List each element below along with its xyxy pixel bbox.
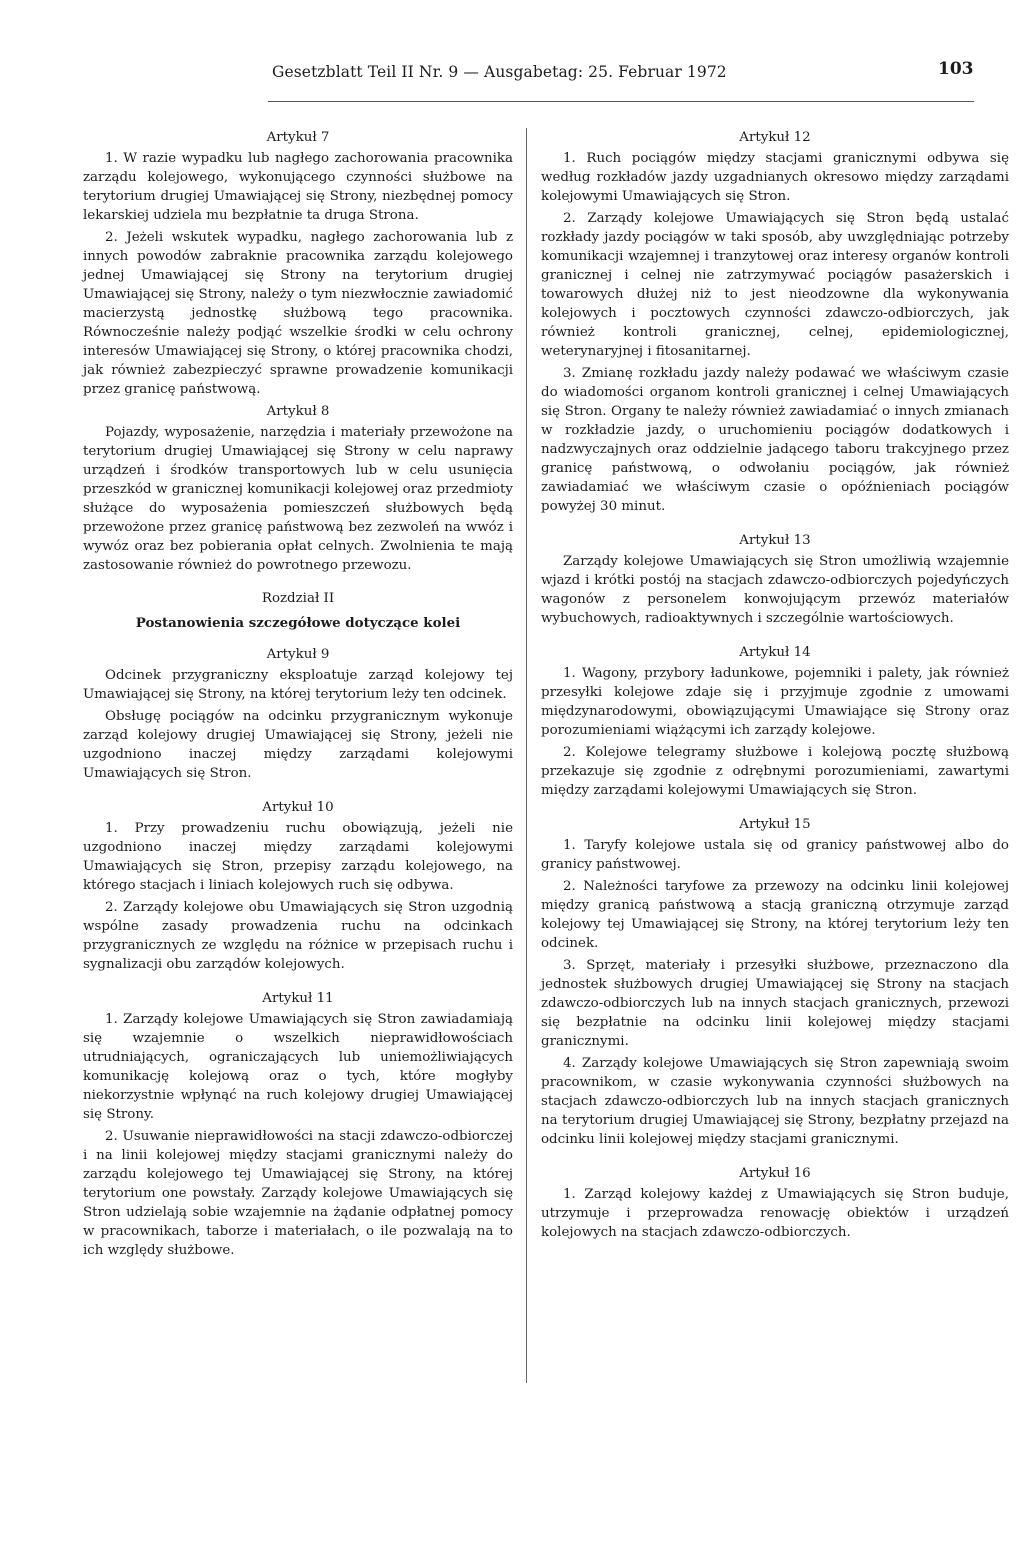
article-12-paragraph-1: 1. Ruch pociągów między stacjami granicznymi odbywa się według rozkładów jazdy uzgadnianych okresowo między zarządami kolejowymi Umawiających się Stron. <box>541 151 1009 204</box>
article-11-paragraph-1: 1. Zarządy kolejowe Umawiających się Stron zawiadamiają się wzajemnie o wszelkich nieprawidłowościach utrudniających, ograniczających lub uniemożliwiających komunikację kolejową oraz o tych, które mogłyby niekorzystnie wpłynąć na ruch kolejowy drugiej Umawiającej się Strony. <box>83 1012 513 1122</box>
article-14-paragraph-1: 1. Wagony, przybory ładunkowe, pojemniki i palety, jak również przesyłki kolejowe zdaje się i przyjmuje zgodnie z umowami międzynarodowymi, obowiązującymi Umawiające się Strony oraz porozumieniami wiążącymi ich zarządy kolejowe. <box>541 666 1009 738</box>
article-15-paragraph-2: 2. Należności taryfowe za przewozy na odcinku linii kolejowej między granicą państwową a stacją graniczną otrzymuje zarząd kolejowy tej Umawiającej się Strony, na której terytorium leży ten odcinek. <box>541 879 1009 951</box>
article-8-title: Artykuł 8 <box>266 404 330 419</box>
article-9-paragraph-2: Obsługę pociągów na odcinku przygranicznym wykonuje zarząd kolejowy drugiej Umawiającej się Strony, jeżeli nie uzgodniono inaczej między zarządami kolejowymi Umawiających się Stron. <box>83 709 513 781</box>
chapter-title: Rozdział II <box>261 591 335 606</box>
article-12-paragraph-2: 2. Zarządy kolejowe Umawiających się Stron będą ustalać rozkłady jazdy pociągów w taki sposób, aby uwzględniając potrzeby komunikacji wzajemnej i tranzytowej oraz interesy organów kontroli granicznej i celnej nie zatrzymywać pociągów pasażerskich i towarowych dłużej niż to jest nieodzowne dla wykonywania kolejowych i pocztowych czynności zdawczo-odbiorczych, jak również kontroli granicznej, celnej, epidemiologicznej, weterynaryjnej i fitosanitarnej. <box>541 211 1009 359</box>
article-15-paragraph-1: 1. Taryfy kolejowe ustala się od granicy państwowej albo do granicy państwowej. <box>541 838 1009 872</box>
article-7-paragraph-1: 1. W razie wypadku lub nagłego zachorowania pracownika zarządu kolejowego, wykonującego czynności służbowe na terytorium drugiej Umawiającej się Strony, niezbędnej pomocy lekarskiej udziela mu bezpłatnie ta druga Strona. <box>83 151 513 223</box>
article-13-paragraph-1: Zarządy kolejowe Umawiających się Stron umożliwią wzajemnie wjazd i krótki postój na stacjach zdawczo-odbiorczych pojedyńczych wagonów z personelem konwojującym przewóz materiałów wybuchowych, radioaktywnych i szczególnie wartościowych. <box>541 554 1009 626</box>
article-10-paragraph-1: 1. Przy prowadzeniu ruchu obowiązują, jeżeli nie uzgodniono inaczej między zarządami kolejowymi Umawiających się Stron, przepisy zarządu kolejowego, na którego stacjach i liniach kolejowych ruch się odbywa. <box>83 821 513 893</box>
article-9-paragraph-1: Odcinek przygraniczny eksploatuje zarząd kolejowy tej Umawiającej się Strony, na której terytorium leży ten odcinek. <box>83 668 513 702</box>
article-15-paragraph-3: 3. Sprzęt, materiały i przesyłki służbowe, przeznaczono dla jednostek służbowych drugiej Umawiającej się Strony na stacjach zdawczo-odbiorczych lub na innych stacjach granicznych, przewozi się bezpłatnie na odcinku linii kolejowej między stacjami granicznymi. <box>541 958 1009 1049</box>
left-column <box>83 128 513 1263</box>
article-8-paragraph-1: Pojazdy, wyposażenie, narzędzia i materiały przewożone na terytorium drugiej Umawiającej się Strony w celu naprawy urządzeń i środków transportowych lub w celu usunięcia przeszkód w granicznej komunikacji kolejowej oraz przedmioty służące do wyposażenia pomieszczeń służbowych będą przewożone przez granicę państwową bez zezwoleń na wwóz i wywóz oraz bez pobierania opłat celnych. Zwolnienia te mają zastosowanie również do powrotnego przewozu. <box>83 425 513 573</box>
article-15-paragraph-4: 4. Zarządy kolejowe Umawiających się Stron zapewniają swoim pracownikom, w czasie wykonywania czynności służbowych na stacjach zdawczo-odbiorczych lub na innych stacjach granicznych na terytorium drugiej Umawiającej się Strony, bezpłatny przejazd na odcinku linii kolejowej między stacjami granicznymi. <box>541 1056 1009 1147</box>
article-15-title: Artykuł 15 <box>739 817 811 832</box>
article-11-title: Artykuł 11 <box>262 991 334 1006</box>
article-7-paragraph-2: 2. Jeżeli wskutek wypadku, nagłego zachorowania lub z innych powodów zabraknie pracownika zarządu kolejowego jednej Umawiającej się Strony na terytorium drugiej Umawiającej się Strony, należy o tym niezwłocznie zawiadomić macierzystą jednostkę służbową tego pracownika. Równocześnie należy podjąć wszelkie środki w celu ochrony interesów Umawiającej się Strony, o której pracownika chodzi, jak również zabezpieczyć sprawne prowadzenie komunikacji przez granicę państwową. <box>83 230 513 397</box>
article-13-title: Artykuł 13 <box>739 533 811 548</box>
chapter-subtitle: Postanowienia szczegółowe dotyczące kolei <box>135 615 461 631</box>
header-rule <box>268 101 974 102</box>
article-7-title: Artykuł 7 <box>266 130 330 145</box>
page-header-title: Gesetzblatt Teil II Nr. 9 — Ausgabetag: 25. Februar 1972 <box>272 63 727 81</box>
article-14-paragraph-2: 2. Kolejowe telegramy służbowe i kolejową pocztę służbową przekazuje się zgodnie z odrębnymi porozumieniami, zawartymi między zarządami kolejowymi Umawiających się Stron. <box>541 745 1009 798</box>
article-11-paragraph-2: 2. Usuwanie nieprawidłowości na stacji zdawczo-odbiorczej i na linii kolejowej między stacjami granicznymi należy do zarządu kolejowego tej Umawiającej się Strony, na której terytorium one powstały. Zarządy kolejowe Umawiających się Stron udzielają sobie wzajemnie na żądanie odpłatnej pomocy w pracownikach, taborze i materiałach, o ile pozwalają na to ich względy służbowe. <box>83 1129 513 1258</box>
article-10-paragraph-2: 2. Zarządy kolejowe obu Umawiających się Stron uzgodnią wspólne zasady prowadzenia ruchu na odcinkach przygranicznych ze względu na różnice w przepisach ruchu i sygnalizacji obu zarządów kolejowych. <box>83 900 513 972</box>
article-9-title: Artykuł 9 <box>266 647 330 662</box>
page-number: 103 <box>938 59 974 79</box>
column-divider <box>526 128 527 1383</box>
right-column <box>541 128 1009 1245</box>
article-16-paragraph-1: 1. Zarząd kolejowy każdej z Umawiających się Stron buduje, utrzymuje i przeprowadza renowację obiektów i urządzeń kolejowych na stacjach zdawczo-odbiorczych. <box>541 1187 1009 1240</box>
article-14-title: Artykuł 14 <box>739 645 811 660</box>
article-10-title: Artykuł 10 <box>262 800 334 815</box>
article-12-title: Artykuł 12 <box>739 130 811 145</box>
article-16-title: Artykuł 16 <box>739 1166 811 1181</box>
article-12-paragraph-3: 3. Zmianę rozkładu jazdy należy podawać we właściwym czasie do wiadomości organom kontroli granicznej i celnej Umawiających się Stron. Organy te należy również zawiadamiać o innych zmianach w rozkładzie jazdy, o uruchomieniu pociągów dodatkowych i nadzwyczajnych oraz oddzielnie jadącego taboru trakcyjnego przez granicę państwową, o odwołaniu pociągów, jak również zawiadamiać we właściwym czasie o opóźnieniach pociągów powyżej 30 minut. <box>541 366 1009 514</box>
